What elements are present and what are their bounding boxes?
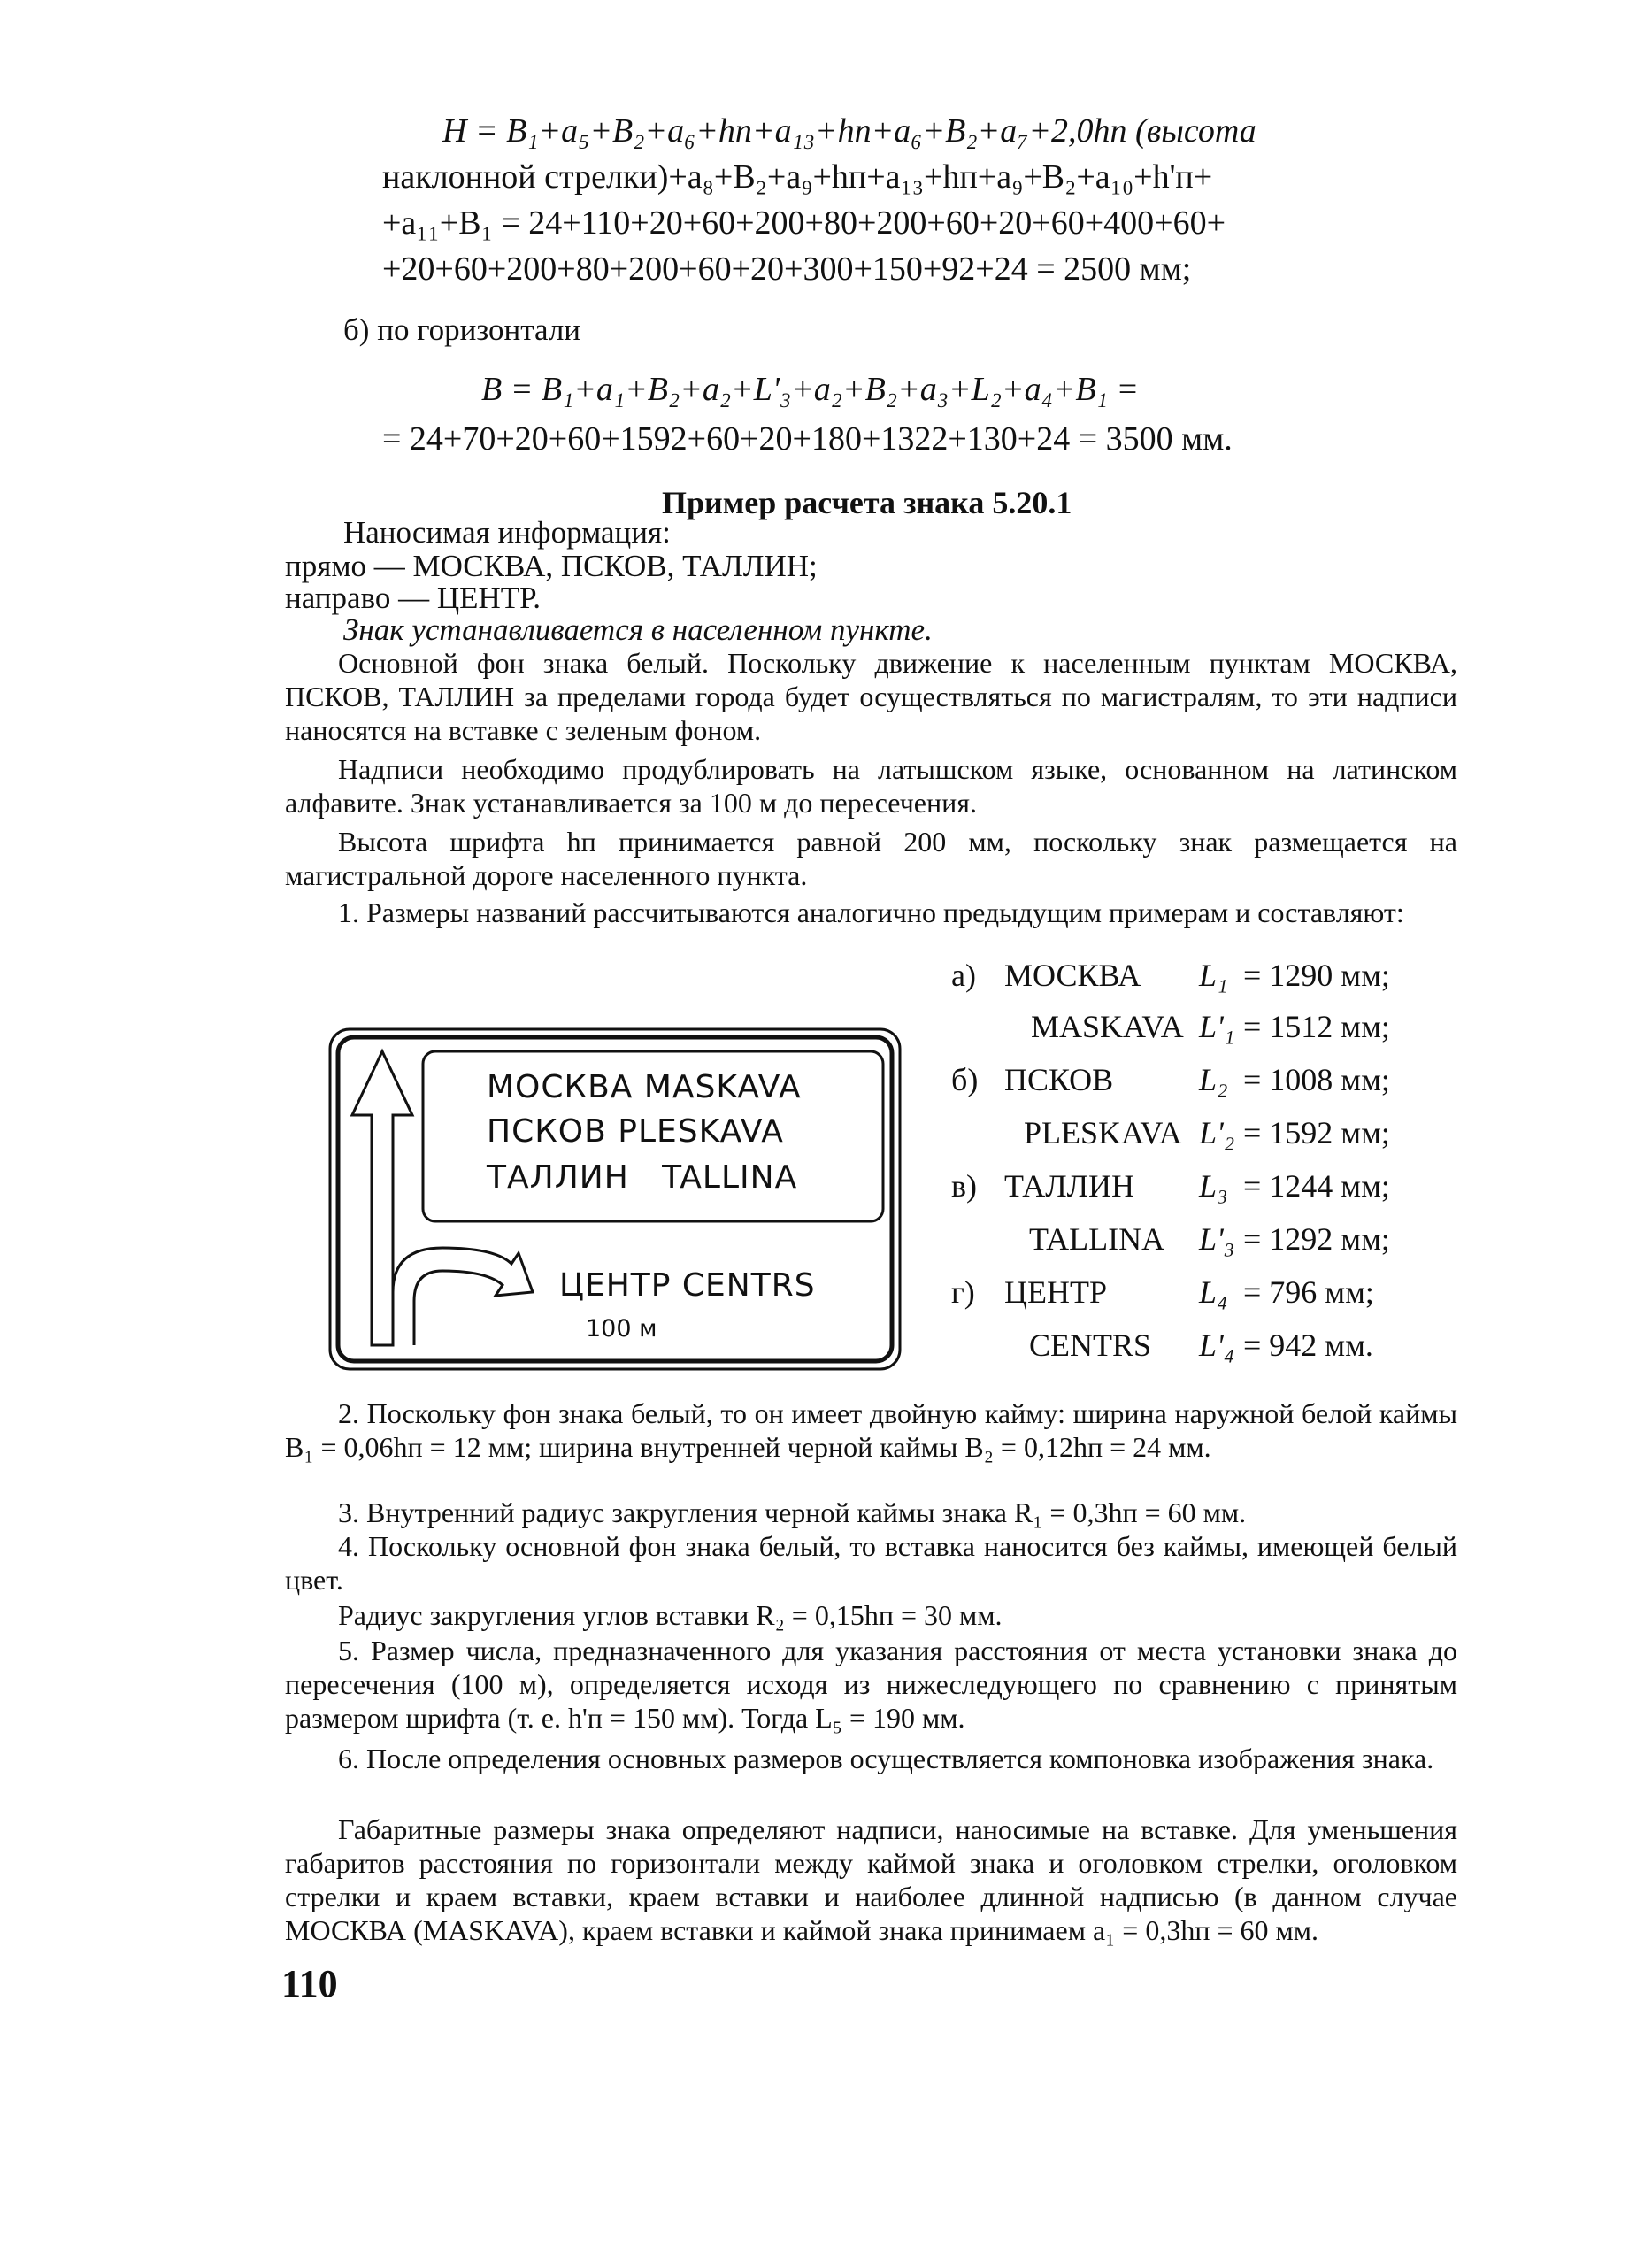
- item-2-border: 2. Поскольку фон знака белый, то он имеет двойную кайму: ширина наружной белой каймы B₁ = 0,06hп = 12 мм; ширина внутренней черной каймы B₂ = 0,12hп = 24 мм.: [285, 1397, 1457, 1463]
- formula-line-2: наклонной стрелки)+a₈+B₂+a₉+hп+a₁₃+hп+a₉+B₂+a₁₀+h'п+: [382, 158, 1213, 196]
- info-straight: прямо — МОСКВА, ПСКОВ, ТАЛЛИН;: [285, 549, 818, 583]
- formula-line-6: = 24+70+20+60+1592+60+20+180+1322+130+24 = 3500 мм.: [382, 420, 1233, 458]
- formula-line-3: +a₁₁+B₁ = 24+110+20+60+200+80+200+60+20+60+400+60+: [382, 204, 1226, 242]
- paragraph-item-1: 1. Размеры названий рассчитываются аналогично предыдущим примерам и составляют:: [338, 896, 1404, 928]
- info-note: Знак устанавливается в населенном пункте.: [343, 612, 933, 647]
- sign-row-center: ЦЕНТР CENTRS: [559, 1267, 816, 1304]
- paragraph-latvian: Надписи необходимо продублировать на латышском языке, основанном на латинском алфавите. Знак устанавливается за 100 м до пересечения.: [285, 753, 1457, 819]
- item-4-insert-radius: Радиус закругления углов вставки R₂ = 0,15hп = 30 мм.: [338, 1599, 1003, 1631]
- sign-row-moscow: МОСКВА MASKAVA: [487, 1069, 802, 1105]
- item-5-number: 5. Размер числа, предназначенного для указания расстояния от места установки знака до пересечения (100 м), определяется исходя из нижеследующего по сравнению с принятым размером шрифта (т. е. h'п = 150 мм). Тогда L₅ = 190 мм.: [285, 1635, 1457, 1734]
- formula-line-5: B = B₁+a₁+B₂+a₂+L'₃+a₂+B₂+a₃+L₂+a₄+B₁ =: [481, 371, 1139, 408]
- paragraph-font-height: Высота шрифта hп принимается равной 200 мм, поскольку знак размещается на магистральной дороге населенного пункта.: [285, 826, 1457, 891]
- item-7-dimensions: Габаритные размеры знака определяют надписи, наносимые на вставке. Для уменьшения габаритов расстояния по горизонтали между каймой знака и оголовком стрелки, оголовком стрелки и краем вставки, краем вставки и наиболее длинной надписью (в данном случае МОСКВА (MASKAVA), краем вставки и каймой знака принимаем a₁ = 0,3hп = 60 мм.: [285, 1813, 1457, 1946]
- item-6-layout: 6. После определения основных размеров осуществляется компоновка изображения знака.: [338, 1743, 1434, 1774]
- info-right: направо — ЦЕНТР.: [285, 581, 542, 615]
- document-page: H = B₁+a₅+B₂+a₆+hп+a₁₃+hп+a₆+B₂+a₇+2,0hп (высота наклонной стрелки)+a₈+B₂+a₉+hп+a₁₃+hп+a₉+B₂+a₁₀+h'п+ +a₁₁+B₁ = 24+110+20+60+200+80+200+60+20+60+400+60+ +20+60+200+80+200+60+20+300+150+92+24 = 2500 мм; б) по горизонтали B = B₁+a₁+B₂+a₂+L'₃+a₂+B₂+a₃+L₂+a₄+B₁ = = 24+70+20+60+1592+60+20+180+1322+130+24 = 3500 мм. Пример расчета знака 5.20.1 Наносимая информация: прямо — МОСКВА, ПСКОВ, ТАЛЛИН; направо — ЦЕНТР. Знак устанавливается в населенном пункте. Основной фон знака белый. Поскольку движение к населенным пунктам МОСКВА, ПСКОВ, ТАЛЛИН за пределами города будет осуществляться по магистралям, то эти надписи наносятся на вставке с зеленым фоном. Надписи необходимо продублировать на латышском языке, основанном на латинском алфавите. Знак устанавливается за 100 м до пересечения. Высота шрифта hп принимается равной 200 мм, поскольку знак размещается на магистральной дороге населенного пункта. 1. Размеры названий рассчитываются аналогично предыдущим примерам и составляют: МОСКВА MASKAVA ПСКОВ PLESKAVA ТАЛЛИН TALLINA ЦЕНТР CENTRS 100 м а) МОСКВА L₁ = 1290 мм; MASKAVA L'₁ = 1512 мм; б) ПСКОВ L₂ = 1008 мм; PLESKAVA L'₂ = 1592 мм; в) ТАЛЛИН L₃ = 1244 мм; TALLINA L'₃ = 1292 мм; г) ЦЕНТР L₄ = 796 мм; CENTRS L'₄ = 942 мм. 2. Поскольку фон знака белый, то он имеет двойную кайму: ширина наружной белой каймы B₁ = 0,06hп = 12 мм; ширина внутренней черной каймы B₂ = 0,12hп = 24 мм. 3. Внутренний радиус закругления черной каймы знака R₁ = 0,3hп = 60 мм. 4. Поскольку основной фон знака белый, то вставка наносится без каймы, имеющей белый цвет. Радиус закругления углов вставки R₂ = 0,15hп = 30 мм. 5. Размер числа, предназначенного для указания расстояния от места установки знака до пересечения (100 м), определяется исходя из нижеследующего по сравнению с принятым размером шрифта (т. е. h'п = 150 мм). Тогда L₅ = 190 мм. 6. После определения основных размеров осуществляется компоновка изображения знака. Габаритные размеры знака определяют надписи, наносимые на вставке. Для уменьшения габаритов расстояния по горизонтали между каймой знака и оголовком стрелки, оголовком стрелки и краем вставки, краем вставки и наиболее длинной надписью (в данном случае МОСКВА (MASKAVA), краем вставки и каймой знака принимаем a₁ = 0,3hп = 60 мм. 110: [281, 112, 1457, 2005]
- sign-distance: 100 м: [586, 1315, 657, 1343]
- sign-row-pskov: ПСКОВ PLESKAVA: [487, 1113, 784, 1150]
- paragraph-background: Основной фон знака белый. Поскольку движение к населенным пунктам МОСКВА, ПСКОВ, ТАЛЛИН за пределами города будет осуществляться по магистралям, то эти надписи наносятся на вставке с зеленым фоном.: [285, 647, 1457, 746]
- sign-row-tallinn: ТАЛЛИН TALLINA: [487, 1159, 798, 1196]
- item-3-radius: 3. Внутренний радиус закругления черной каймы знака R₁ = 0,3hп = 60 мм.: [338, 1497, 1247, 1528]
- example-heading: Пример расчета знака 5.20.1: [662, 485, 1072, 520]
- formula-line-4: +20+60+200+80+200+60+20+300+150+92+24 = 2500 мм;: [382, 250, 1192, 288]
- info-label: Наносимая информация:: [343, 515, 671, 550]
- horizontal-label: б) по горизонтали: [343, 312, 581, 347]
- road-sign-figure: [327, 1027, 903, 1372]
- page-number: 110: [281, 1962, 338, 2005]
- item-4-insert: 4. Поскольку основной фон знака белый, то вставка наносится без каймы, имеющей белый цвет.: [285, 1530, 1457, 1596]
- formula-line-1: H = B₁+a₅+B₂+a₆+hп+a₁₃+hп+a₆+B₂+a₇+2,0hп (высота: [442, 112, 1256, 150]
